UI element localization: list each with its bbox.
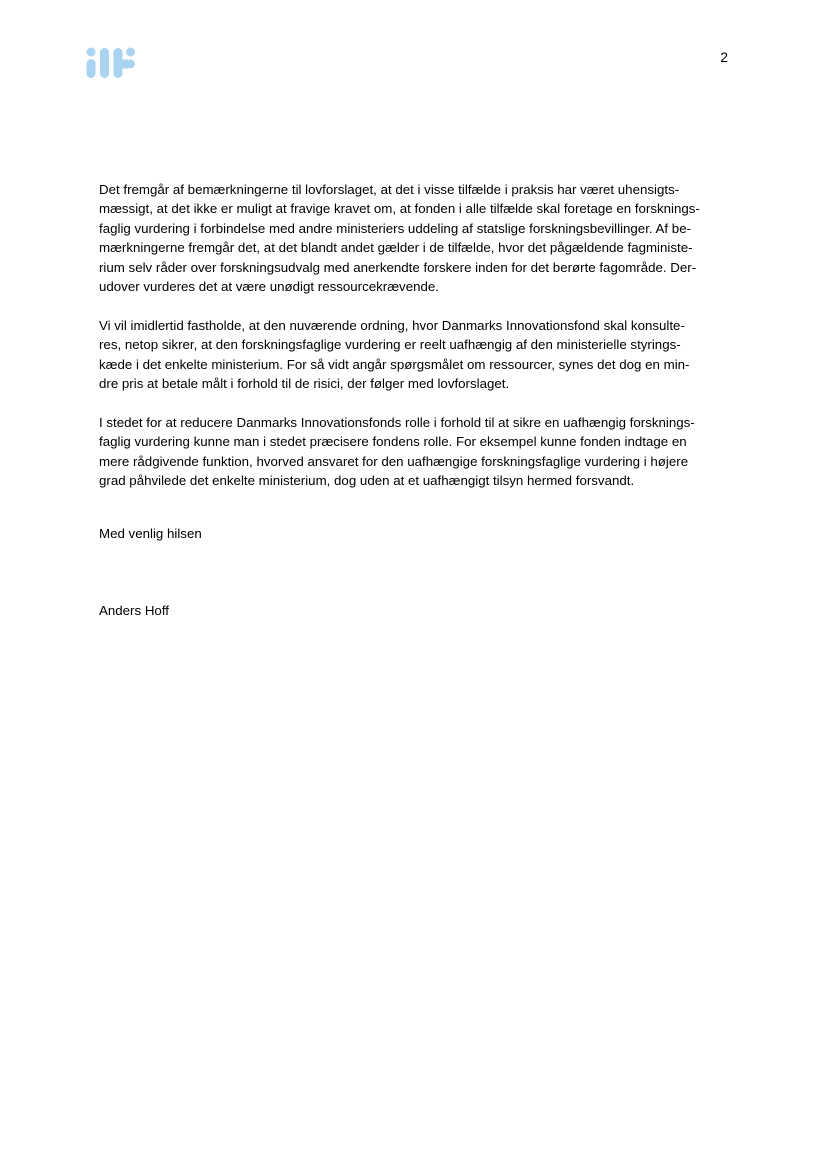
text-line: kæde i det enkelte ministerium. For så vidt angår spørgsmålet om ressourcer, synes det dog en min- bbox=[99, 356, 690, 372]
text-line: faglig vurdering kunne man i stedet præcisere fondens rolle. For eksempel kunne fonden indtage en bbox=[99, 434, 687, 450]
text-line: grad påhvilede det enkelte ministerium, dog uden at et uafhængigt tilsyn hermed forsvandt. bbox=[99, 473, 635, 489]
text-line: Vi vil imidlertid fastholde, at den nuværende ordning, hvor Danmarks Innovationsfond skal konsulte- bbox=[99, 317, 685, 333]
signature-name: Anders Hoff bbox=[99, 603, 169, 618]
text-line: mere rådgivende funktion, hvorved ansvaret for den uafhængige forskningsfaglige vurdering i højere bbox=[99, 453, 689, 469]
page-number: 2 bbox=[720, 49, 728, 65]
text-line: Det fremgår af bemærkningerne til lovforslaget, at det i visse tilfælde i praksis har været uhensigts- bbox=[99, 182, 680, 197]
text-line: res, netop sikrer, at den forskningsfaglige vurdering er reelt uafhængig af den ministerielle styrings- bbox=[99, 337, 681, 353]
text-line: udover vurderes det at være unødigt ressourcekrævende. bbox=[99, 279, 439, 295]
text-line: mæssigt, at det ikke er muligt at fravige kravet om, at fonden i alle tilfælde skal foretage en forsknings- bbox=[99, 201, 700, 217]
paragraph-1 bbox=[99, 180, 739, 296]
paragraph-3 bbox=[99, 413, 739, 491]
text-line: mærkningerne fremgår det, at det blandt andet gælder i de tilfælde, hvor det pågældende fagministe- bbox=[99, 240, 693, 256]
text-line: I stedet for at reducere Danmarks Innovationsfonds rolle i forhold til at sikre en uafhængig forsknings- bbox=[99, 414, 695, 430]
letter-body bbox=[99, 180, 739, 490]
text-line: faglig vurdering i forbindelse med andre ministeriers uddeling af statslige forskningsbevillinger. Af be- bbox=[99, 220, 692, 236]
text-line: dre pris at betale målt i forhold til de risici, der følger med lovforslaget. bbox=[99, 376, 510, 392]
text-line: rium selv råder over forskningsudvalg med anerkendte forskere inden for det berørte fagområde. Der- bbox=[99, 259, 697, 275]
paragraph-2 bbox=[99, 316, 739, 394]
closing-salutation: Med venlig hilsen bbox=[99, 526, 202, 541]
iif-logo-icon bbox=[86, 47, 136, 79]
logo-graphic bbox=[86, 47, 136, 79]
